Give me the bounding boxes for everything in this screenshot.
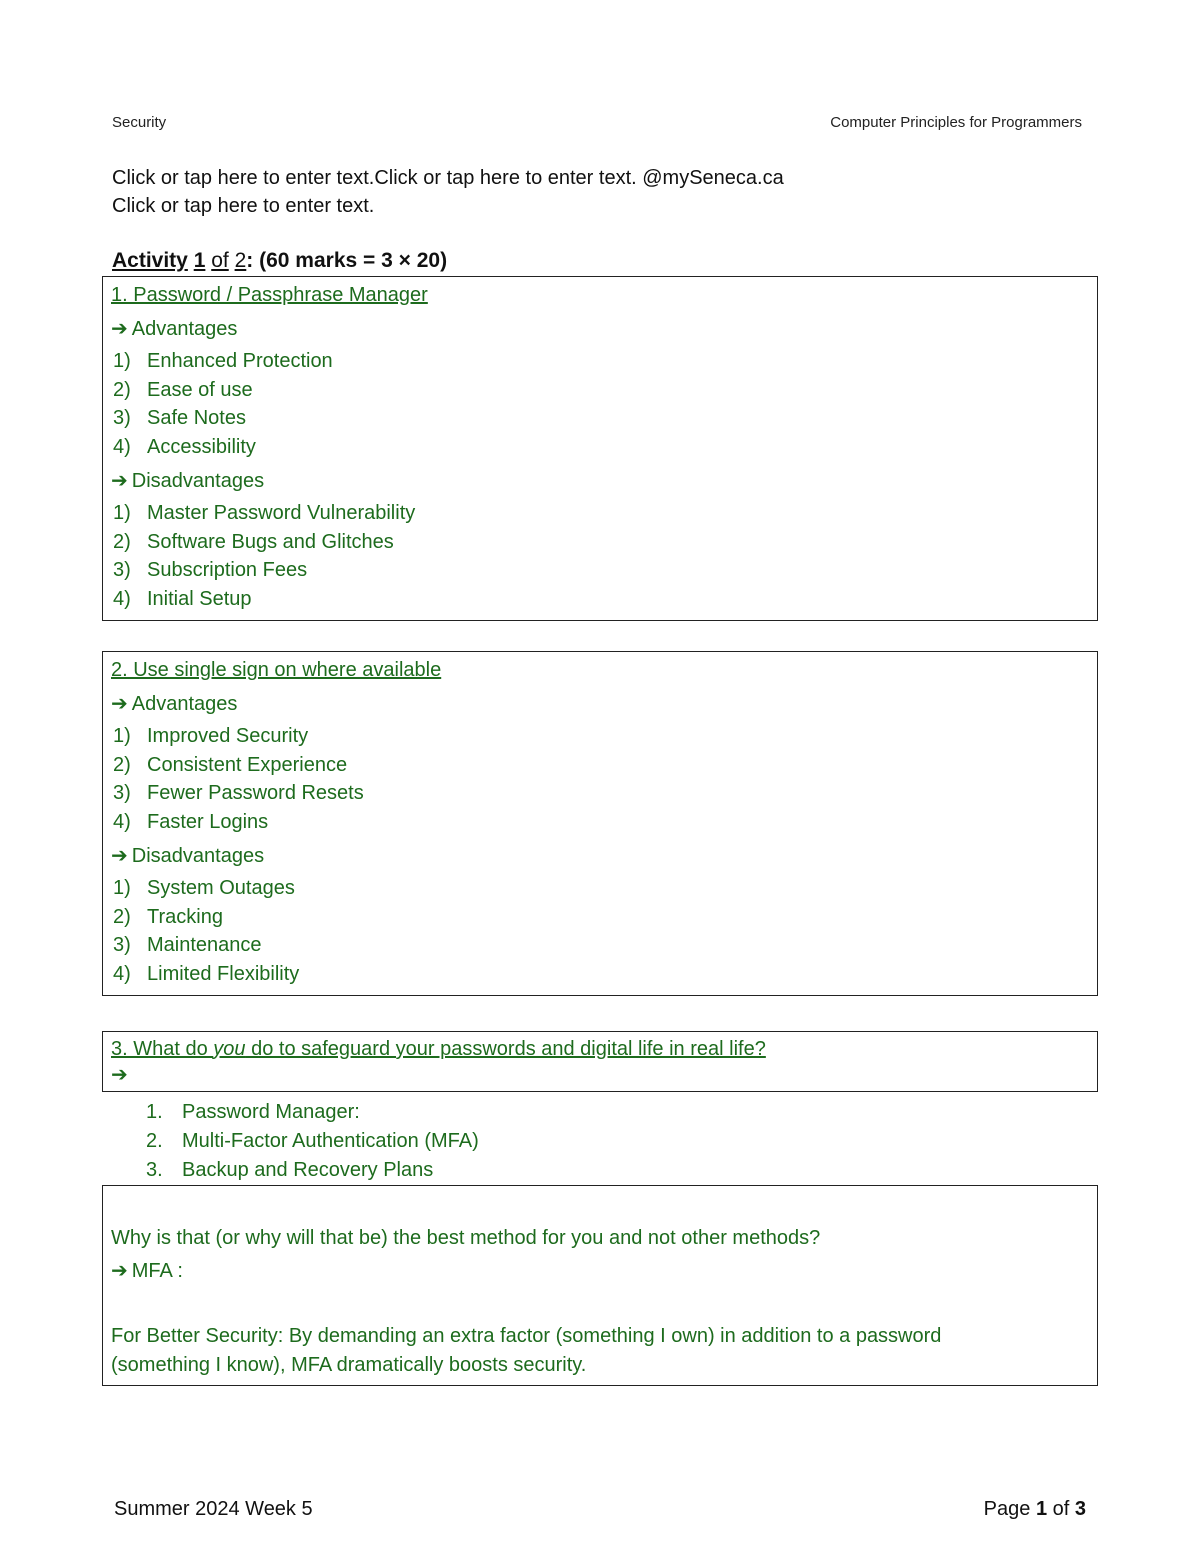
section-1-disadvantages-heading (103, 467, 1097, 495)
activity-marks: : (60 marks = 3 × 20) (246, 249, 448, 272)
page-header (112, 114, 1082, 131)
arrow-right-icon: ➔ (111, 1064, 128, 1086)
header-right: Computer Principles for Programmers (830, 114, 1082, 131)
section-4-question: Why is that (or why will that be) the best method for you and not other methods? (111, 1227, 821, 1249)
activity-number: 1 (193, 249, 206, 272)
disadvantages-label: Disadvantages (131, 845, 265, 867)
arrow-right-icon: ➔ (111, 318, 128, 340)
section-1-advantages-heading (103, 315, 1097, 343)
mfa-label: MFA : (131, 1260, 183, 1282)
section-4-box (102, 1185, 1098, 1386)
section-1-advantages-list (103, 347, 1097, 461)
activity-heading (112, 249, 447, 273)
section-3-arrow-line (103, 1063, 1097, 1087)
arrow-right-icon: ➔ (111, 1260, 128, 1282)
footer-left: Summer 2024 Week 5 (114, 1498, 313, 1520)
section-2-box (102, 651, 1098, 996)
page-number: Page 1 of 3 (983, 1498, 1086, 1520)
list-item: 1) System Outages (113, 877, 295, 899)
disadvantages-label: Disadvantages (131, 470, 265, 492)
list-item: 4) Accessibility (113, 435, 256, 458)
section-2-title: 2. Use single sign on where available (111, 659, 442, 681)
intro-line-1[interactable]: Click or tap here to enter text.Click or tap here to enter text. @mySeneca.ca (112, 167, 784, 189)
list-item: 3) Safe Notes (113, 407, 246, 429)
section-1-title: 1. Password / Passphrase Manager (111, 284, 428, 306)
arrow-right-icon: ➔ (111, 845, 128, 867)
list-item: 1. Password Manager: (146, 1101, 360, 1123)
list-item: 1) Master Password Vulnerability (113, 502, 416, 524)
list-item: 1) Improved Security (113, 725, 309, 747)
list-item: 3) Subscription Fees (113, 559, 308, 581)
intro-line-2[interactable]: Click or tap here to enter text. (112, 195, 375, 217)
list-item: 4) Limited Flexibility (113, 962, 300, 985)
list-item: 4) Initial Setup (113, 587, 252, 610)
section-4-mfa-line (103, 1257, 1097, 1286)
arrow-right-icon: ➔ (111, 693, 128, 715)
advantages-label: Advantages (131, 318, 238, 340)
list-item: 2) Consistent Experience (113, 753, 348, 776)
arrow-right-icon: ➔ (111, 470, 128, 492)
list-item: 3) Maintenance (113, 934, 262, 956)
activity-total: 2 (234, 249, 247, 272)
section-1-box (102, 276, 1098, 621)
section-4-answer-line-1: For Better Security: By demanding an extra factor (something I own) in addition to a password (111, 1325, 942, 1347)
section-2-advantages-list (103, 722, 1097, 836)
list-item: 3) Fewer Password Resets (113, 782, 364, 804)
section-2-advantages-heading (103, 690, 1097, 718)
section-2-disadvantages-list (103, 874, 1097, 988)
list-item: 2) Software Bugs and Glitches (113, 530, 394, 553)
page-footer (114, 1498, 1086, 1521)
section-3-box (102, 1031, 1098, 1092)
list-item: 4) Faster Logins (113, 810, 269, 833)
section-3-answer-list (146, 1098, 479, 1185)
list-item: 2) Tracking (113, 905, 223, 928)
section-1-disadvantages-list (103, 499, 1097, 613)
section-4-answer-line-2: (something I know), MFA dramatically boosts security. (111, 1354, 587, 1376)
list-item: 3. Backup and Recovery Plans (146, 1159, 434, 1181)
list-item: 1) Enhanced Protection (113, 350, 333, 372)
section-3-title: 3. What do you do to safeguard your passwords and digital life in real life? (111, 1038, 766, 1060)
header-left: Security (112, 114, 167, 131)
activity-word: Activity (112, 249, 188, 272)
intro-block (112, 164, 784, 220)
list-item: 2. Multi-Factor Authentication (MFA) (146, 1130, 479, 1152)
list-item: 2) Ease of use (113, 378, 253, 401)
section-2-disadvantages-heading (103, 842, 1097, 870)
advantages-label: Advantages (131, 693, 238, 715)
activity-of-word: of (211, 249, 229, 272)
